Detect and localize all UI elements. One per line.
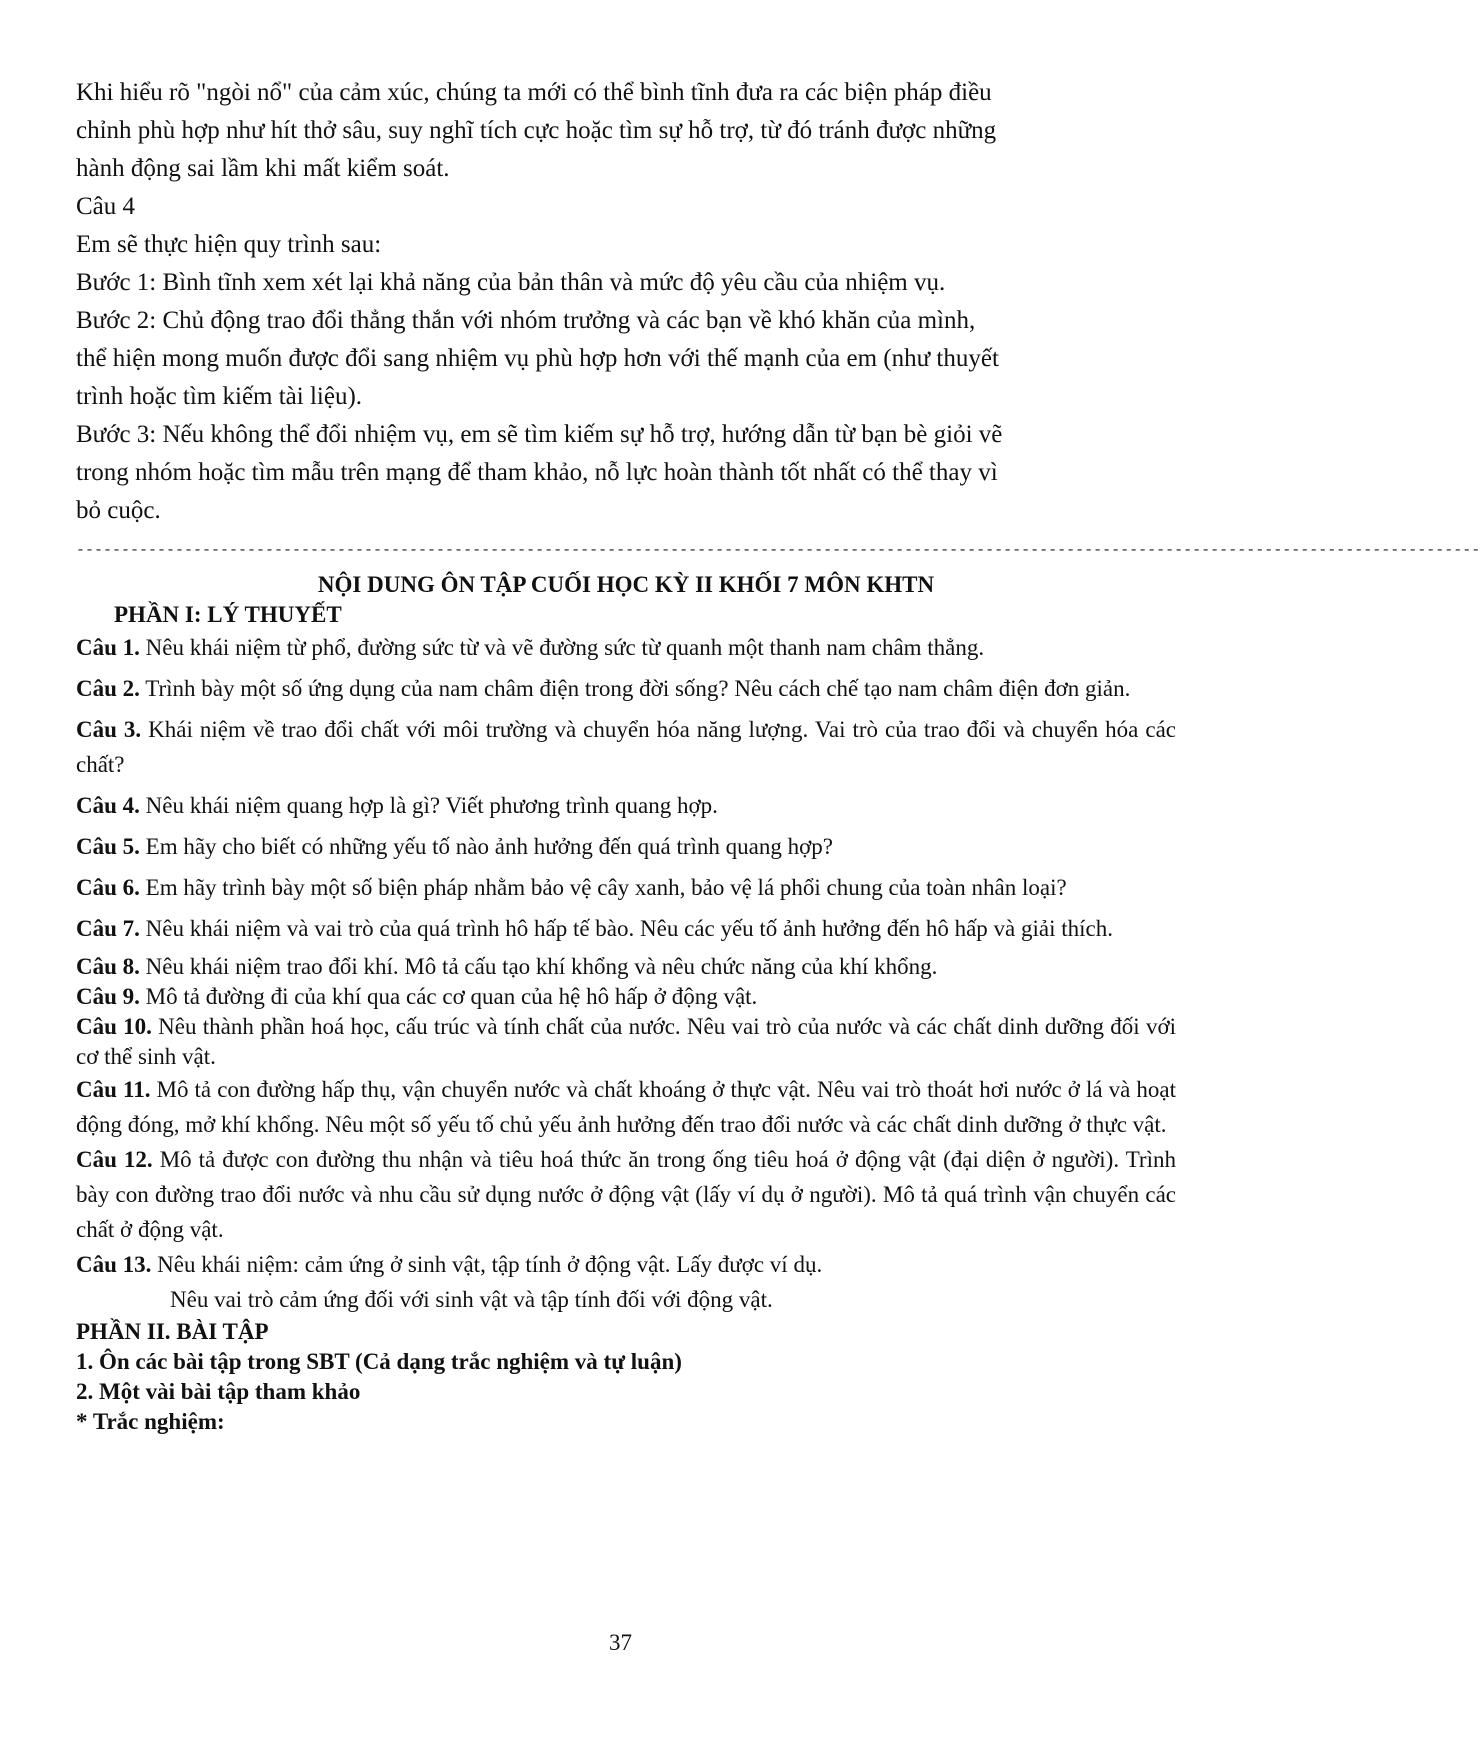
question-item [76, 1142, 1176, 1247]
intro-block [76, 74, 1176, 530]
question-number: Câu 6. [76, 875, 140, 900]
question-item [76, 671, 1176, 706]
part-2-heading: PHẦN II. BÀI TẬP [76, 1319, 269, 1344]
question-text: Trình bày một số ứng dụng của nam châm điện trong đời sống? Nêu cách chế tạo nam châm điện đơn giản. [139, 676, 1131, 701]
question-text: Em hãy cho biết có những yếu tố nào ảnh hưởng đến quá trình quang hợp? [139, 834, 834, 859]
question-number: Câu 11. [76, 1077, 151, 1102]
part-1-heading: PHẦN I: LÝ THUYẾT [114, 602, 342, 627]
intro-line: Bước 2: Chủ động trao đổi thẳng thắn với nhóm trưởng và các bạn về khó khăn của mình, [76, 307, 976, 334]
question-number: Câu 1. [76, 635, 140, 660]
intro-line: bỏ cuộc. [76, 497, 161, 524]
question-text: Mô tả được con đường thu nhận và tiêu hoá thức ăn trong ống tiêu hoá ở động vật (đại diện ở người). Trình bày con đường trao đổi nước và nhu cầu sử dụng nước ở động vật (lấy ví dụ ở người). Mô tả quá trình vận chuyển các chất ở động vật. [76, 1147, 1176, 1242]
part-2-item-multiple-choice: * Trắc nghiệm: [76, 1409, 225, 1434]
question-text: Nêu thành phần hoá học, cấu trúc và tính chất của nước. Nêu vai trò của nước và các chất dinh dưỡng đối với cơ thể sinh vật. [76, 1014, 1176, 1069]
question-text: Nêu khái niệm và vai trò của quá trình hô hấp tế bào. Nêu các yếu tố ảnh hưởng đến hô hấp và giải thích. [139, 916, 1113, 941]
section-title: NỘI DUNG ÔN TẬP CUỐI HỌC KỲ II KHỐI 7 MÔN KHTN [317, 572, 935, 597]
question-list [76, 630, 1176, 1317]
question-item [76, 1072, 1176, 1142]
intro-line: trong nhóm hoặc tìm mẫu trên mạng để tham khảo, nỗ lực hoàn thành tốt nhất có thể thay vì [76, 459, 998, 486]
question-item [76, 952, 1176, 982]
intro-line: Bước 1: Bình tĩnh xem xét lại khả năng của bản thân và mức độ yêu cầu của nhiệm vụ. [76, 269, 946, 296]
question-number: Câu 2. [76, 676, 140, 701]
question-number: Câu 12. [76, 1147, 153, 1172]
question-number: Câu 10. [76, 1014, 152, 1039]
question-item [76, 1247, 1176, 1282]
question-text: Mô tả con đường hấp thụ, vận chuyển nước và chất khoáng ở thực vật. Nêu vai trò thoát hơi nước ở lá và hoạt động đóng, mở khí khổng. Nêu một số yếu tố chủ yếu ảnh hưởng đến trao đổi nước và các chất dinh dưỡng ở thực vật. [76, 1077, 1176, 1137]
intro-line: hành động sai lầm khi mất kiểm soát. [76, 155, 450, 182]
dashed-divider: ------------------------------------------------------------------------------------------------------------------------------------------------------------ [76, 542, 1480, 559]
question-item [76, 829, 1176, 864]
question-text: Nêu khái niệm: cảm ứng ở sinh vật, tập tính ở động vật. Lấy được ví dụ. [151, 1252, 823, 1277]
question-text: Nêu khái niệm quang hợp là gì? Viết phương trình quang hợp. [139, 793, 718, 818]
intro-line: Bước 3: Nếu không thể đổi nhiệm vụ, em sẽ tìm kiếm sự hỗ trợ, hướng dẫn từ bạn bè giỏi vẽ [76, 421, 1003, 448]
question-number: Câu 5. [76, 834, 140, 859]
part-2-item-reference-exercises: 2. Một vài bài tập tham khảo [76, 1379, 361, 1404]
question-number: Câu 4. [76, 793, 140, 818]
question-text: Khái niệm về trao đổi chất với môi trường và chuyển hóa năng lượng. Vai trò của trao đổi và chuyển hóa các chất? [76, 717, 1177, 777]
question-item [76, 982, 1176, 1012]
question-number: Câu 9. [76, 984, 140, 1009]
question-13-continuation: Nêu vai trò cảm ứng đối với sinh vật và tập tính đối với động vật. [170, 1287, 773, 1312]
intro-line: trình hoặc tìm kiếm tài liệu). [76, 383, 363, 410]
question-item [76, 712, 1176, 782]
question-text: Nêu khái niệm trao đổi khí. Mô tả cấu tạo khí khổng và nêu chức năng của khí khổng. [139, 954, 938, 979]
question-item [76, 788, 1176, 823]
page-number: 37 [609, 1630, 632, 1655]
question-item [76, 1012, 1176, 1072]
question-item [76, 870, 1176, 905]
document-page [76, 74, 1480, 1437]
part-2-item-review-sbt: 1. Ôn các bài tập trong SBT (Cả dạng trắc nghiệm và tự luận) [76, 1349, 682, 1374]
question-number: Câu 7. [76, 916, 140, 941]
question-text: Em hãy trình bày một số biện pháp nhằm bảo vệ cây xanh, bảo vệ lá phổi chung của toàn nhân loại? [139, 875, 1067, 900]
intro-line: Em sẽ thực hiện quy trình sau: [76, 231, 382, 258]
question-number: Câu 8. [76, 954, 140, 979]
question-text: Nêu khái niệm từ phổ, đường sức từ và vẽ đường sức từ quanh một thanh nam châm thẳng. [139, 635, 985, 660]
intro-line: Khi hiểu rõ "ngòi nổ" của cảm xúc, chúng ta mới có thể bình tĩnh đưa ra các biện pháp điều [76, 79, 992, 106]
intro-line: thể hiện mong muốn được đổi sang nhiệm vụ phù hợp hơn với thế mạnh của em (như thuyết [76, 345, 999, 372]
question-number: Câu 3. [76, 717, 142, 742]
question-item [76, 911, 1176, 946]
question-number: Câu 13. [76, 1252, 152, 1277]
question-item [76, 630, 1176, 665]
question-text: Mô tả đường đi của khí qua các cơ quan của hệ hô hấp ở động vật. [139, 984, 758, 1009]
intro-line: Câu 4 [76, 193, 136, 220]
intro-line: chỉnh phù hợp như hít thở sâu, suy nghĩ tích cực hoặc tìm sự hỗ trợ, từ đó tránh được những [76, 117, 997, 144]
